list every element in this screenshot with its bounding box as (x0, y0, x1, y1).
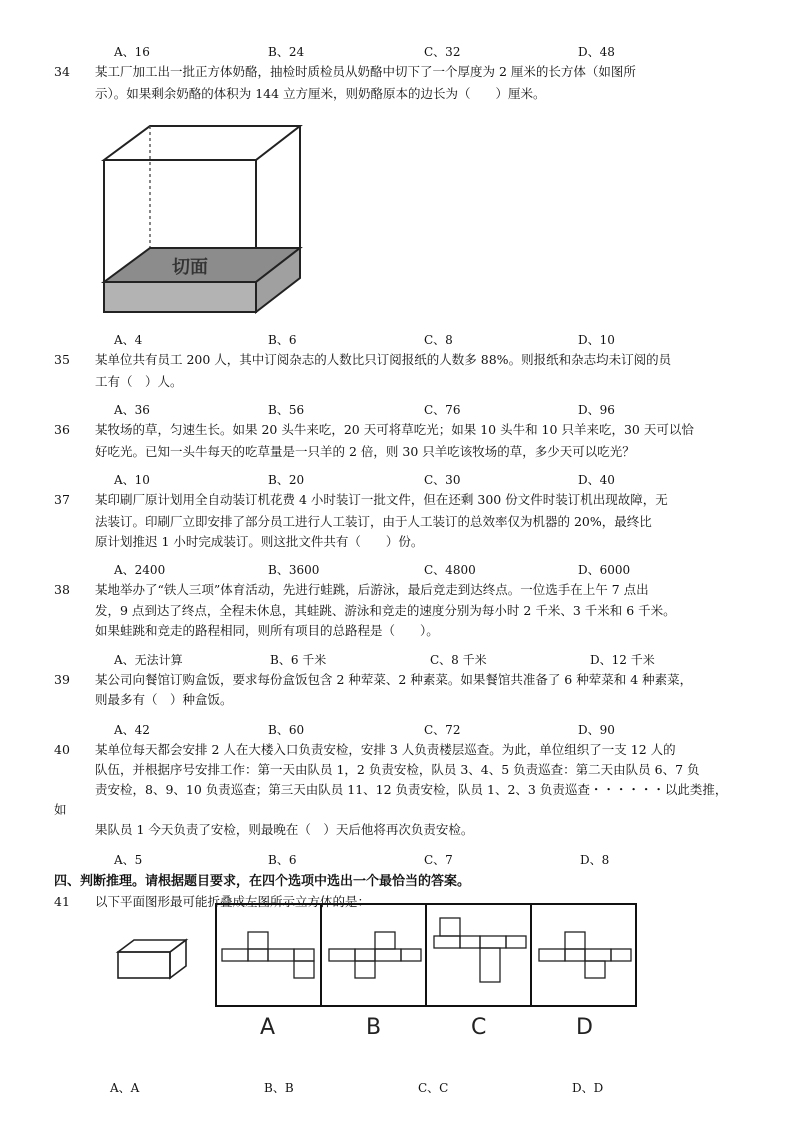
q37-option-d: D、6000 (578, 563, 631, 577)
q36-option-a: A、10 (114, 473, 150, 487)
q39-option-c: C、72 (424, 723, 461, 737)
q37-option-a: A、2400 (114, 563, 166, 577)
q38-option-c: C、8 千米 (430, 653, 487, 667)
q35-line-1: 某单位共有员工 200 人，其中订阅杂志的人数比只订阅报纸的人数多 88%。则报纸和杂志均未订阅的员 (95, 352, 672, 367)
q37-option-c: C、4800 (424, 563, 476, 577)
q34-line-2: 示）。如果剩余奶酪的体积为 144 立方厘米，则奶酪原本的边长为（ ）厘米。 (95, 86, 546, 101)
q37-option-b: B、3600 (268, 563, 320, 577)
q38-line-3: 如果蛙跳和竞走的路程相同，则所有项目的总路程是（ ）。 (95, 623, 439, 638)
q34-option-c: C、8 (424, 333, 453, 347)
q41-option-a: A、A (110, 1081, 140, 1095)
q35-number: 35 (54, 352, 70, 367)
q41-option-d: D、D (572, 1081, 604, 1095)
section-4-heading: 四、判断推理。请根据题目要求，在四个选项中选出一个最恰当的答案。 (54, 874, 471, 889)
q35-option-d: D、96 (578, 403, 615, 417)
q41-cuboid-figure (114, 936, 190, 982)
q39-option-b: B、60 (268, 723, 305, 737)
q40-number: 40 (54, 742, 70, 757)
q38-number: 38 (54, 582, 70, 597)
q33-option-d: D、48 (578, 45, 615, 59)
q34-line-1: 某工厂加工出一批正方体奶酪，抽检时质检员从奶酪中切下了一个厚度为 2 厘米的长方体（如图所 (95, 64, 636, 79)
q36-number: 36 (54, 422, 70, 437)
net-label-c: C (471, 1015, 487, 1040)
q41-net-options-figure (214, 902, 638, 1042)
q38-line-1: 某地举办了“铁人三项”体育活动，先进行蛙跳，后游泳，最后竞走到达终点。一位选手在上午 7 点出 (95, 582, 649, 597)
q38-option-d: D、12 千米 (590, 653, 655, 667)
q39-line-2: 则最多有（ ）种盒饭。 (95, 692, 233, 707)
q40-line-2: 队伍，并根据序号安排工作：第一天由队员 1，2 负责安检，队员 3、4、5 负责巡查：第二天由队员 6、7 负 (95, 762, 700, 777)
q34-option-a: A、4 (114, 333, 143, 347)
q40-line-1: 某单位每天都会安排 2 人在大楼入口负责安检，安排 3 人负责楼层巡查。为此，单位组织了一支 12 人的 (95, 742, 676, 757)
q41-option-c: C、C (418, 1081, 449, 1095)
q34-option-d: D、10 (578, 333, 615, 347)
q37-line-2: 法装订。印刷厂立即安排了部分员工进行人工装订，由于人工装订的总效率仅为机器的 20%，最终比 (95, 514, 652, 529)
net-label-b: B (366, 1015, 382, 1040)
q36-option-c: C、30 (424, 473, 461, 487)
q33-option-b: B、24 (268, 45, 305, 59)
net-d (539, 932, 631, 978)
q36-option-b: B、20 (268, 473, 305, 487)
q33-option-c: C、32 (424, 45, 461, 59)
q33-option-a: A、16 (114, 45, 150, 59)
q35-line-2: 工有（ ）人。 (95, 374, 183, 389)
q40-option-a: A、5 (114, 853, 143, 867)
q40-line-4: 如 (54, 802, 67, 817)
slice-front-face (104, 282, 256, 312)
q39-option-a: A、42 (114, 723, 150, 737)
q34-option-b: B、6 (268, 333, 297, 347)
q35-option-a: A、36 (114, 403, 150, 417)
cut-surface-label: 切面 (172, 257, 208, 278)
q36-line-1: 某牧场的草，匀速生长。如果 20 头牛来吃，20 天可将草吃光；如果 10 头牛和 10 只羊来吃，30 天可以恰 (95, 422, 694, 437)
q38-option-a: A、无法计算 (114, 653, 183, 667)
q38-line-2: 发，9 点到达了终点，全程未休息，其蛙跳、游泳和竞走的速度分别为每小时 2 千米、3 千米和 6 千米。 (95, 603, 676, 618)
q34-number: 34 (54, 64, 70, 79)
q39-option-d: D、90 (578, 723, 615, 737)
q40-option-d: D、8 (580, 853, 610, 867)
net-c (434, 918, 526, 982)
q41-number: 41 (54, 894, 70, 909)
net-b (329, 932, 421, 978)
net-label-d: D (576, 1015, 593, 1040)
q35-option-b: B、56 (268, 403, 305, 417)
q38-option-b: B、6 千米 (270, 653, 327, 667)
q40-line-5: 果队员 1 今天负责了安检，则最晚在（ ）天后他将再次负责安检。 (95, 822, 474, 837)
net-a (222, 932, 314, 978)
q36-option-d: D、40 (578, 473, 615, 487)
q36-line-2: 好吃光。已知一头牛每天的吃草量是一只羊的 2 倍，则 30 只羊吃该牧场的草，多少天可以吃光？ (95, 444, 635, 459)
q35-option-c: C、76 (424, 403, 461, 417)
q40-line-3: 责安检，8、9、10 负责巡查；第三天由队员 11、12 负责安检，队员 1、2、3 负责巡查・・・・・・以此类推， (95, 782, 728, 797)
q39-line-1: 某公司向餐馆订购盒饭，要求每份盒饭包含 2 种荤菜、2 种素菜。如果餐馆共准备了 6 种荤菜和 4 种素菜， (95, 672, 693, 687)
q37-line-3: 原计划推迟 1 小时完成装订。则这批文件共有（ ）份。 (95, 534, 424, 549)
q40-option-b: B、6 (268, 853, 297, 867)
q40-option-c: C、7 (424, 853, 453, 867)
q37-number: 37 (54, 492, 70, 507)
q41-line-1: 以下平面图形最可能折叠成左图所示立方体的是： (95, 894, 371, 909)
q34-cheese-cube-figure (100, 122, 306, 318)
net-label-a: A (260, 1015, 276, 1040)
q41-option-b: B、B (264, 1081, 294, 1095)
q37-line-1: 某印刷厂原计划用全自动装订机花费 4 小时装订一批文件，但在还剩 300 份文件时装订机出现故障，无 (95, 492, 668, 507)
q39-number: 39 (54, 672, 70, 687)
